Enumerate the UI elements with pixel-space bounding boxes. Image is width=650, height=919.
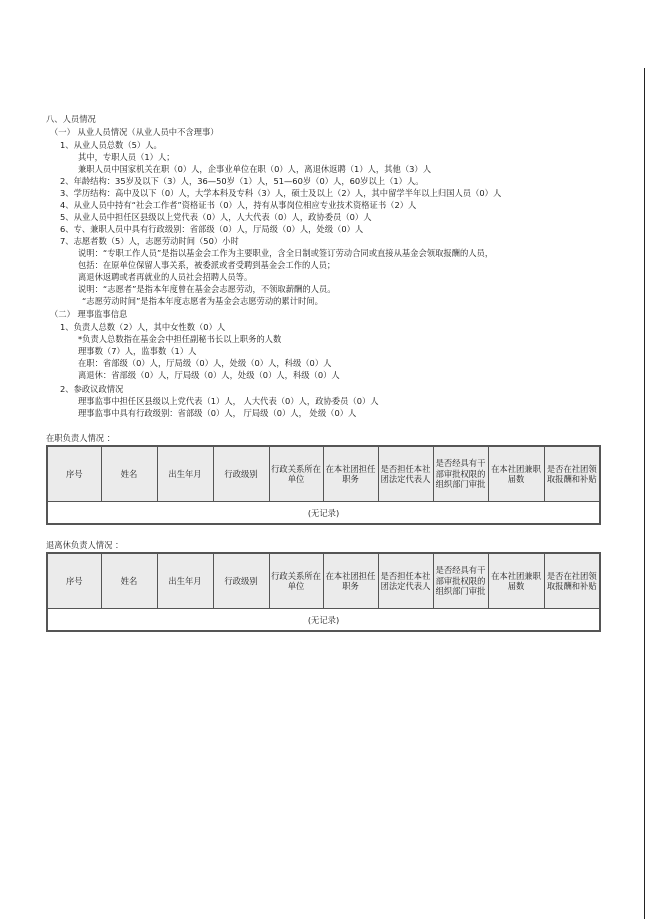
col-name: 姓名 xyxy=(101,553,157,609)
subsection-title-board: （二） 理事监事信息 xyxy=(50,309,128,319)
line-fulltime: 其中，专职人员（1）人； xyxy=(78,152,175,162)
col-birth: 出生年月 xyxy=(157,446,213,502)
col-birth: 出生年月 xyxy=(157,553,213,609)
line-parttime: 兼职人员中国家机关在职（0）人，企事业单位在职（0）人，离退休返聘（1）人，其他（3）人 xyxy=(78,164,431,174)
active-leaders-table xyxy=(46,445,601,525)
table-title-active: 在职负责人情况 ： xyxy=(46,433,116,443)
note-volunteer-1: 说明：“志愿者”是指本年度曾在基金会志愿劳动，不领取薪酬的人员。 xyxy=(78,284,336,294)
section-title: 八、人员情况 xyxy=(46,114,96,124)
col-pay: 是否在社团领取报酬和补贴 xyxy=(544,553,600,609)
col-admin-level: 行政级别 xyxy=(213,553,269,609)
line-leaders: 1、负责人总数（2）人，其中女性数（0）人 xyxy=(60,322,226,332)
col-admin-unit: 行政关系所在单位 xyxy=(269,446,323,502)
col-legal-rep: 是否担任本社团法定代表人 xyxy=(378,553,433,609)
col-name: 姓名 xyxy=(101,446,157,502)
line-representatives: 5、从业人员中担任区县级以上党代表（0）人，人大代表（0）人，政协委员（0）人 xyxy=(60,212,372,222)
line-retired-level: 离退休：省部级（0）人，厅局级（0）人，处级（0）人，科级（0）人 xyxy=(78,370,340,380)
page-edge-line xyxy=(644,68,645,919)
line-political: 2、参政议政情况 xyxy=(60,384,124,394)
table-row xyxy=(47,502,600,525)
table-header-row xyxy=(47,553,600,609)
subsection-title-employees: （一） 从业人员情况（从业人员中不含理事） xyxy=(50,127,219,137)
col-position: 在本社团担任职务 xyxy=(323,446,378,502)
empty-record: (无记录) xyxy=(47,609,600,632)
line-political-level: 理事监事中具有行政级别：省部级（0）人， 厅局级（0）人， 处级（0）人 xyxy=(78,408,357,418)
table-title-retired: 退离休负责人情况 ： xyxy=(46,540,124,550)
note-fulltime-3: 离退休返聘或者再就业的人员社会招聘人员等。 xyxy=(78,272,253,282)
note-volunteer-2: “志愿劳动时间”是指本年度志愿者为基金会志愿劳动的累计时间。 xyxy=(82,296,323,306)
line-education: 3、学历结构：高中及以下（0）人，大学本科及专科（3）人，硕士及以上（2）人，其中留学半年以上归国人员（0）人 xyxy=(60,188,502,198)
note-fulltime-2: 包括：在原单位保留人事关系，被委派或者受聘到基金会工作的人员； xyxy=(78,260,336,270)
col-terms: 在本社团兼职届数 xyxy=(488,553,544,609)
note-fulltime-1: 说明：“专职工作人员”是指以基金会工作为主要职业，含全日制或签订劳动合同或直接从基金会领取报酬的人员， xyxy=(78,248,494,258)
line-total-staff: 1、从业人员总数（5）人。 xyxy=(60,140,162,150)
col-approval: 是否经具有干部审批权限的组织部门审批 xyxy=(433,553,488,609)
col-pay: 是否在社团领取报酬和补贴 xyxy=(544,446,600,502)
col-position: 在本社团担任职务 xyxy=(323,553,378,609)
retired-leaders-table xyxy=(46,552,601,632)
table-header-row xyxy=(47,446,600,502)
line-certificates: 4、从业人员中持有“社会工作者”资格证书（0）人，持有从事岗位相应专业技术资格证书（2）人 xyxy=(60,200,417,210)
line-active-level: 在职：省部级（0）人，厅局级（0）人，处级（0）人，科级（0）人 xyxy=(78,358,332,368)
line-directors: 理事数（7）人，监事数（1）人 xyxy=(78,346,197,356)
empty-record: (无记录) xyxy=(47,502,600,525)
col-admin-unit: 行政关系所在单位 xyxy=(269,553,323,609)
line-age: 2、年龄结构：35岁及以下（3）人，36—50岁（1）人，51—60岁（0）人，60岁以上（1）人。 xyxy=(60,176,424,186)
line-political-reps: 理事监事中担任区县级以上党代表（1）人， 人大代表（0）人，政协委员（0）人 xyxy=(78,396,379,406)
line-admin-level: 6、专、兼职人员中具有行政级别：省部级（0）人，厅局级（0）人，处级（0）人 xyxy=(60,224,364,234)
line-volunteers: 7、志愿者数（5）人，志愿劳动时间（50）小时 xyxy=(60,236,239,246)
col-index: 序号 xyxy=(47,446,101,502)
col-index: 序号 xyxy=(47,553,101,609)
table-row xyxy=(47,609,600,632)
note-leaders: *负责人总数指在基金会中担任副秘书长以上职务的人数 xyxy=(78,334,282,344)
col-legal-rep: 是否担任本社团法定代表人 xyxy=(378,446,433,502)
col-terms: 在本社团兼职届数 xyxy=(488,446,544,502)
col-approval: 是否经具有干部审批权限的组织部门审批 xyxy=(433,446,488,502)
col-admin-level: 行政级别 xyxy=(213,446,269,502)
